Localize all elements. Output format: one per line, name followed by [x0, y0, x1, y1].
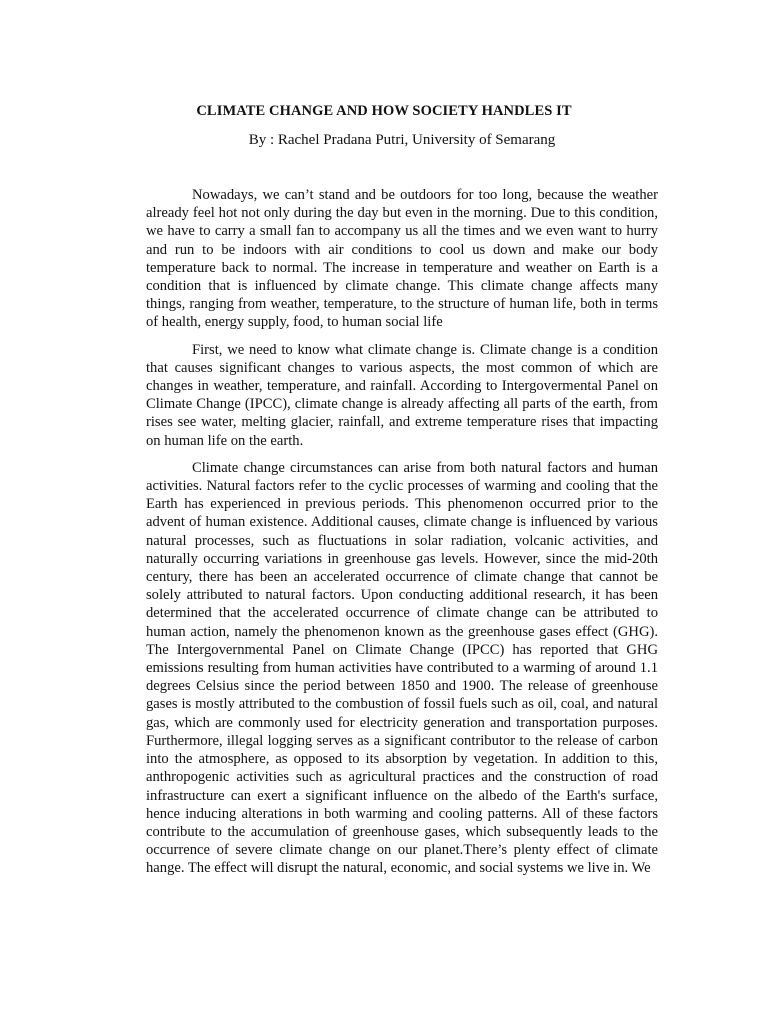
- document-title: CLIMATE CHANGE AND HOW SOCIETY HANDLES IT: [196, 103, 572, 119]
- author-byline: By : Rachel Pradana Putri, University of Semarang: [248, 132, 556, 148]
- paragraph-2: First, we need to know what climate change is. Climate change is a condition that causes significant changes to various aspects, the most common of which are changes in weather, temperature, and rainfall. According to Intergovermental Panel on Climate Change (IPCC), climate change is already affecting all parts of the earth, from rises see water, melting glacier, rainfall, and extreme temperature rises that impacting on human life on the earth.: [146, 341, 658, 449]
- paragraph-1: Nowadays, we can’t stand and be outdoors for too long, because the weather already feel hot not only during the day but even in the morning. Due to this condition, we have to carry a small fan to accompany us all the times and we even want to hurry and run to be indoors with air conditions to cool us down and make our body temperature back to normal. The increase in temperature and weather on Earth is a condition that is influenced by climate change. This climate change affects many things, ranging from weather, temperature, to the structure of human life, both in terms of health, energy supply, food, to human social life: [146, 187, 658, 331]
- paragraph-3: Climate change circumstances can arise from both natural factors and human activities. Natural factors refer to the cyclic processes of warming and cooling that the Earth has experienced in previous periods. This phenomenon occurred prior to the advent of human existence. Additional causes, climate change is influenced by various natural processes, such as fluctuations in solar radiation, volcanic activities, and naturally occurring variations in greenhouse gas levels. However, since the mid-20th century, there has been an accelerated occurrence of climate change that cannot be solely attributed to natural factors. Upon conducting additional research, it has been determined that the accelerated occurrence of climate change can be attributed to human action, namely the phenomenon known as the greenhouse gases effect (GHG). The Intergovernmental Panel on Climate Change (IPCC) has reported that GHG emissions resulting from human activities have contributed to a warming of around 1.1 degrees Celsius since the period between 1850 and 1900. The release of greenhouse gases is mostly attributed to the combustion of fossil fuels such as oil, coal, and natural gas, which are commonly used for electricity generation and transportation purposes. Furthermore, illegal logging serves as a significant contributor to the release of carbon into the atmosphere, as opposed to its absorption by vegetation. In addition to this, anthropogenic activities such as agricultural practices and the construction of road infrastructure can exert a significant influence on the albedo of the Earth's surface, hence inducing alterations in both warming and cooling patterns. All of these factors contribute to the accumulation of greenhouse gases, which subsequently leads to the occurrence of severe climate change on our planet.There’s plenty effect of climate hange. The effect will disrupt the natural, economic, and social systems we live in. We: [146, 459, 658, 877]
- document-body: [146, 186, 658, 887]
